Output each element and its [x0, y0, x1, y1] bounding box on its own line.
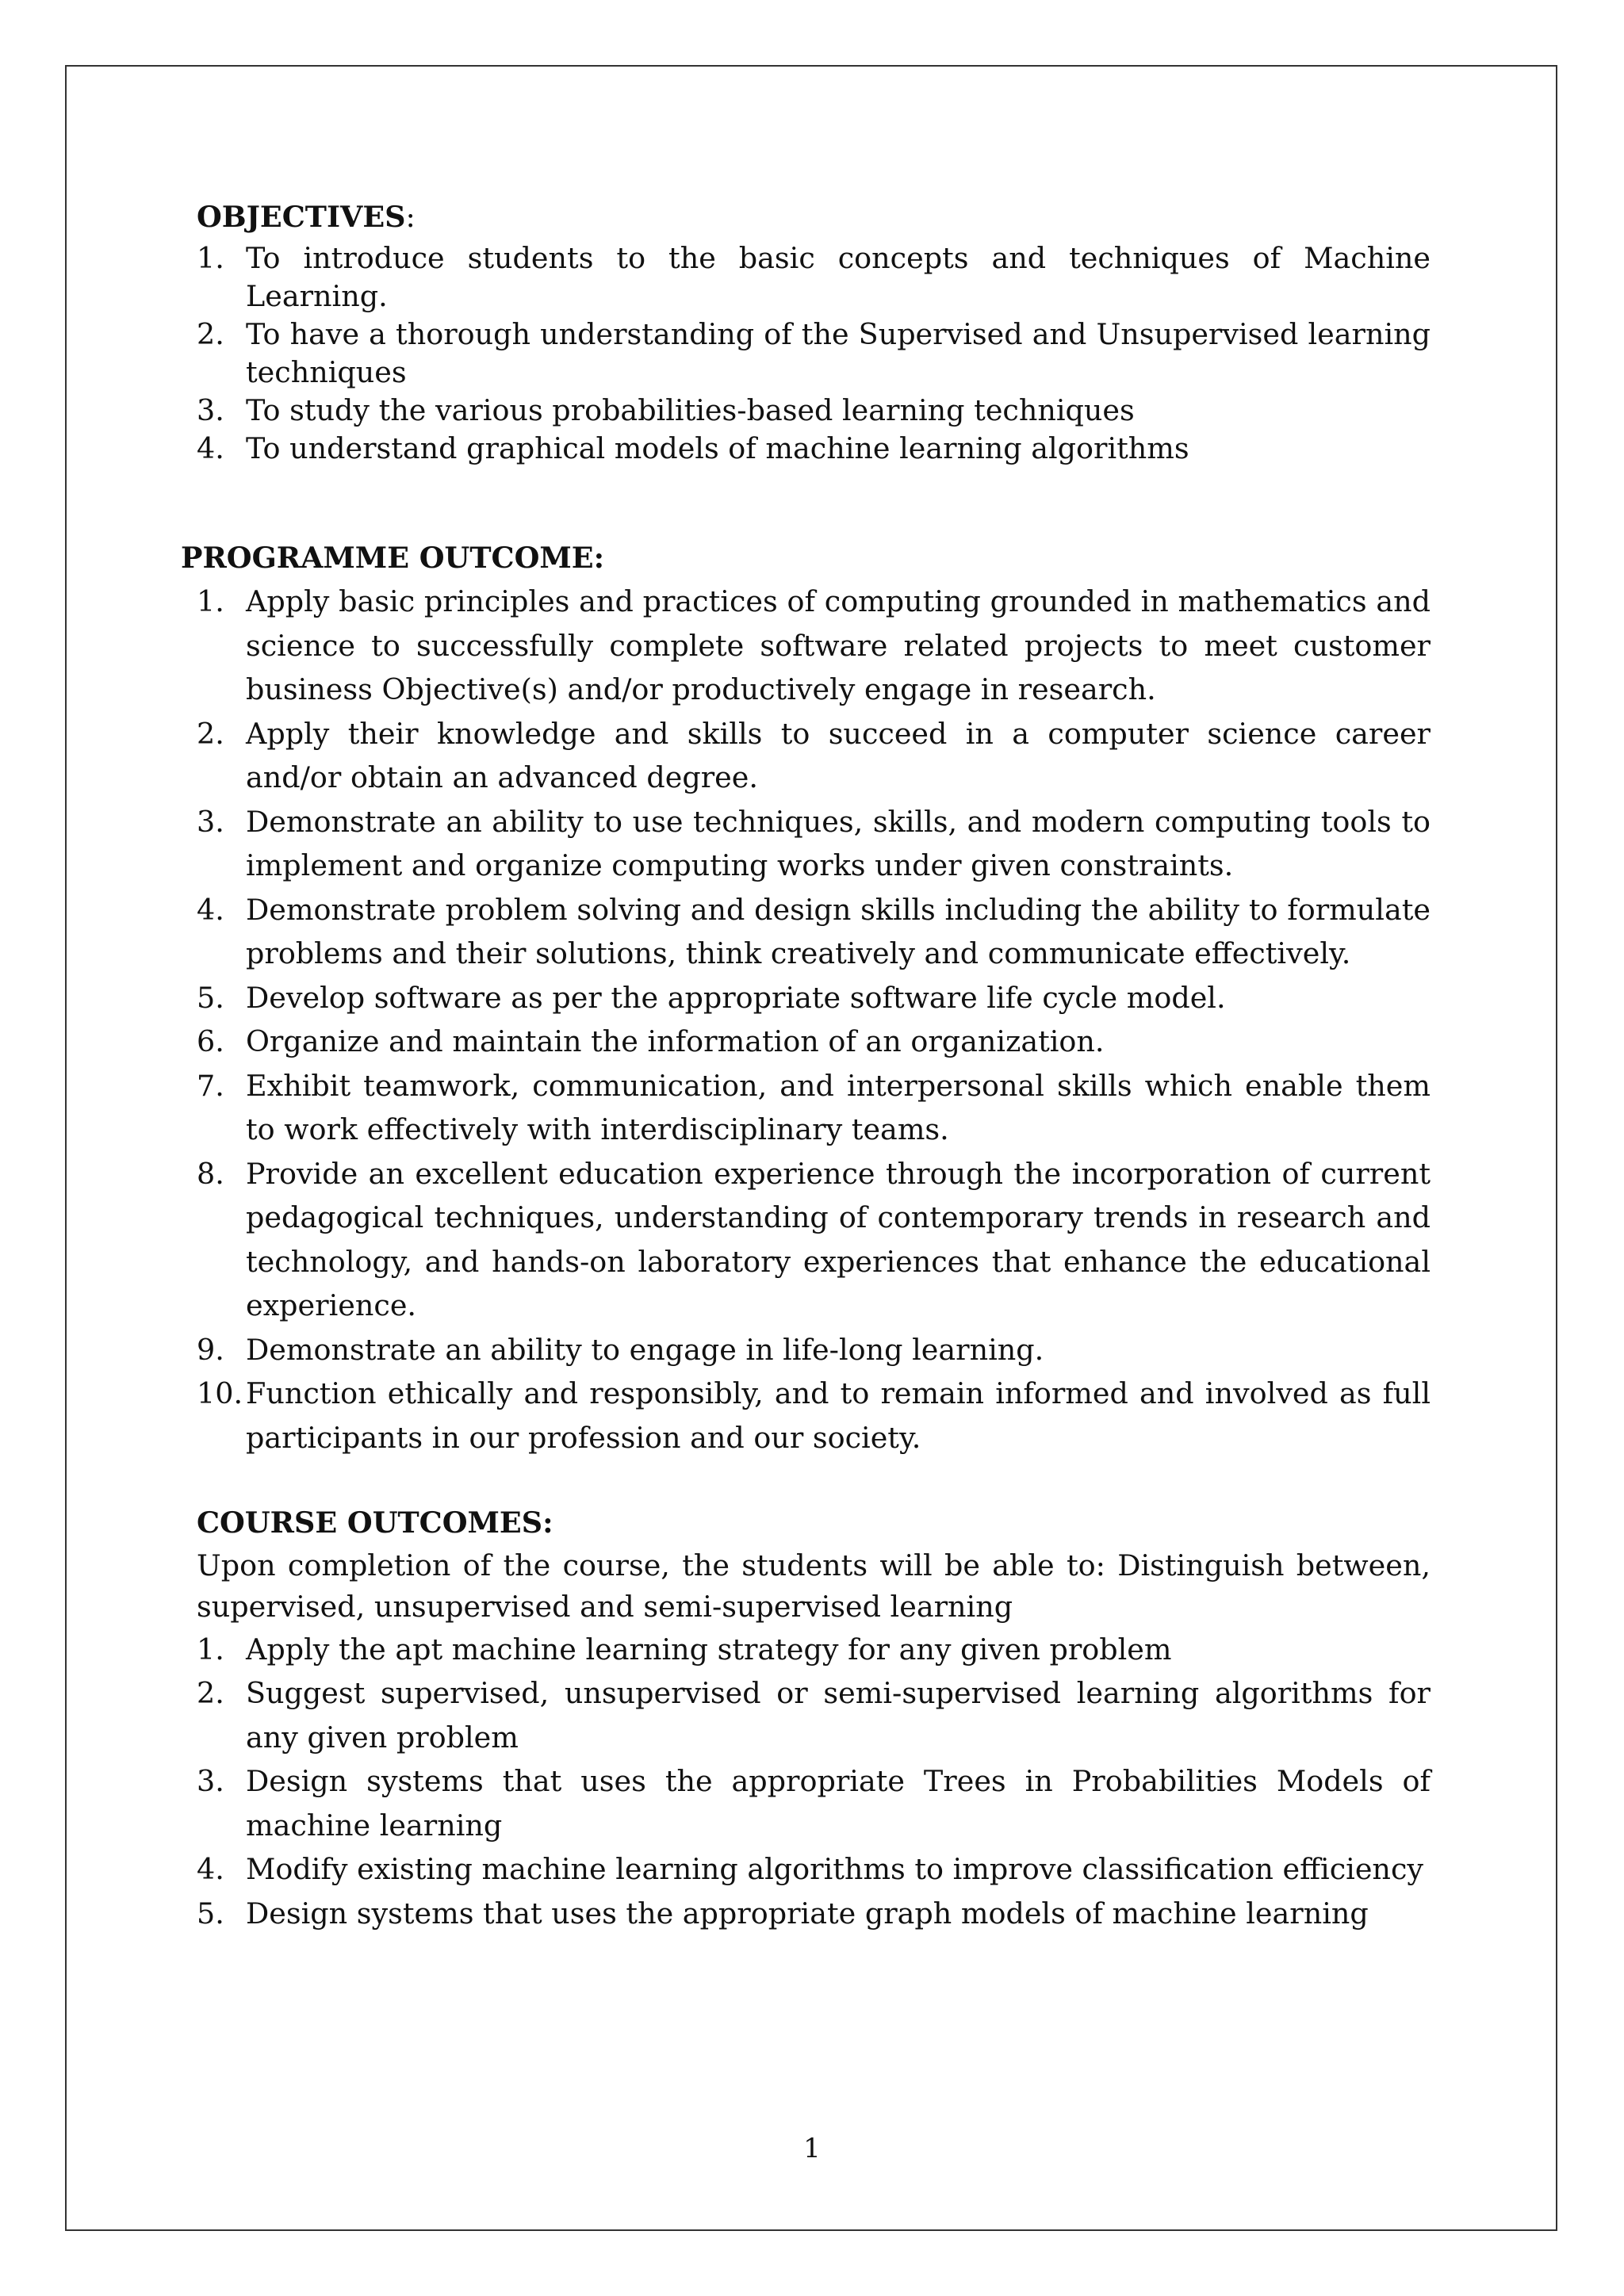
list-item-number: 10.: [197, 1376, 243, 1410]
list-item-text: Organize and maintain the information of an organization.: [246, 1024, 1105, 1058]
list-item-number: 7.: [197, 1068, 224, 1103]
list-item: [197, 1152, 1431, 1328]
list-item-text: Develop software as per the appropriate software life cycle model.: [246, 980, 1226, 1015]
list-item: [197, 1671, 1431, 1759]
list-item-text: To have a thorough understanding of the Supervised and Unsupervised learning techniques: [246, 316, 1431, 389]
objectives-heading-colon: :: [405, 200, 416, 234]
list-item-text: Exhibit teamwork, communication, and interpersonal skills which enable them to work effectively with interdisciplinary teams.: [246, 1068, 1431, 1146]
list-item-number: 4.: [197, 892, 224, 927]
list-item: [197, 316, 1431, 392]
list-item-text: Apply the apt machine learning strategy for any given problem: [246, 1632, 1172, 1667]
list-item: [197, 1328, 1431, 1372]
list-item-number: 2.: [197, 316, 224, 351]
list-item: [197, 1372, 1431, 1460]
objectives-heading: [197, 195, 1431, 239]
list-item-text: Function ethically and responsibly, and to remain informed and involved as full participants in our profession and our society.: [246, 1376, 1431, 1455]
list-item-number: 8.: [197, 1156, 224, 1191]
list-item-text: Apply basic principles and practices of computing grounded in mathematics and science to successfully complete software related projects to meet customer business Objective(s) and/or productively engage in research.: [246, 584, 1431, 706]
list-item-number: 1.: [197, 240, 224, 275]
list-item: [197, 580, 1431, 712]
list-item-number: 2.: [197, 716, 224, 751]
list-item-text: Modify existing machine learning algorithms to improve classification efficiency: [246, 1852, 1424, 1886]
list-item-text: Demonstrate an ability to engage in life-long learning.: [246, 1332, 1044, 1367]
list-item: [197, 430, 1431, 468]
course-outcomes-intro: Upon completion of the course, the students will be able to: Distinguish between, supervised, unsupervised and semi-supervised learning: [197, 1548, 1431, 1624]
objectives-list: [197, 239, 1431, 468]
page-number: 1: [803, 2133, 821, 2164]
list-item: [197, 1847, 1431, 1892]
list-item-text: Apply their knowledge and skills to succeed in a computer science career and/or obtain an advanced degree.: [246, 716, 1431, 794]
objectives-heading-text: OBJECTIVES: [197, 200, 406, 234]
document-body: [181, 195, 1431, 1935]
programme-outcome-heading: PROGRAMME OUTCOME:: [181, 540, 605, 575]
list-item-number: 6.: [197, 1024, 224, 1058]
section-spacer: [197, 1460, 1431, 1501]
list-item: [197, 1892, 1431, 1936]
list-item: [197, 1020, 1431, 1064]
list-item: [197, 888, 1431, 976]
section-spacer: [197, 468, 1431, 536]
list-item-number: 3.: [197, 1764, 224, 1798]
list-item-number: 5.: [197, 1896, 224, 1931]
list-item-text: To understand graphical models of machine learning algorithms: [246, 430, 1189, 465]
list-item-text: To introduce students to the basic concepts and techniques of Machine Learning.: [246, 240, 1431, 313]
list-item-text: Suggest supervised, unsupervised or semi-supervised learning algorithms for any given problem: [246, 1676, 1431, 1755]
list-item-number: 9.: [197, 1332, 224, 1367]
list-item-text: Provide an excellent education experience through the incorporation of current pedagogical techniques, understanding of contemporary trends in research and technology, and hands-on laboratory experiences that enhance the educational experience.: [246, 1156, 1431, 1322]
list-item: [197, 800, 1431, 888]
list-item-number: 2.: [197, 1676, 224, 1710]
list-item-text: Design systems that uses the appropriate Trees in Probabilities Models of machine learning: [246, 1764, 1431, 1843]
list-item-number: 1.: [197, 1632, 224, 1667]
list-item-text: Demonstrate problem solving and design skills including the ability to formulate problems and their solutions, think creatively and communicate effectively.: [246, 892, 1431, 970]
list-item-number: 1.: [197, 584, 224, 618]
list-item-number: 5.: [197, 980, 224, 1015]
list-item: [197, 392, 1431, 430]
list-item: [197, 239, 1431, 316]
list-item: [197, 712, 1431, 800]
list-item-text: Design systems that uses the appropriate graph models of machine learning: [246, 1896, 1369, 1931]
list-item-number: 3.: [197, 804, 224, 839]
list-item-number: 4.: [197, 1852, 224, 1886]
course-outcomes-list: [197, 1628, 1431, 1936]
list-item: [197, 976, 1431, 1020]
list-item-text: Demonstrate an ability to use techniques, skills, and modern computing tools to implement and organize computing works under given constraints.: [246, 804, 1431, 882]
course-outcomes-heading: COURSE OUTCOMES:: [197, 1506, 553, 1540]
list-item-number: 3.: [197, 392, 224, 427]
list-item: [197, 1759, 1431, 1847]
list-item: [197, 1628, 1431, 1672]
list-item: [197, 1064, 1431, 1152]
programme-outcome-list: [197, 580, 1431, 1460]
list-item-text: To study the various probabilities-based learning techniques: [246, 392, 1135, 427]
list-item-number: 4.: [197, 430, 224, 465]
